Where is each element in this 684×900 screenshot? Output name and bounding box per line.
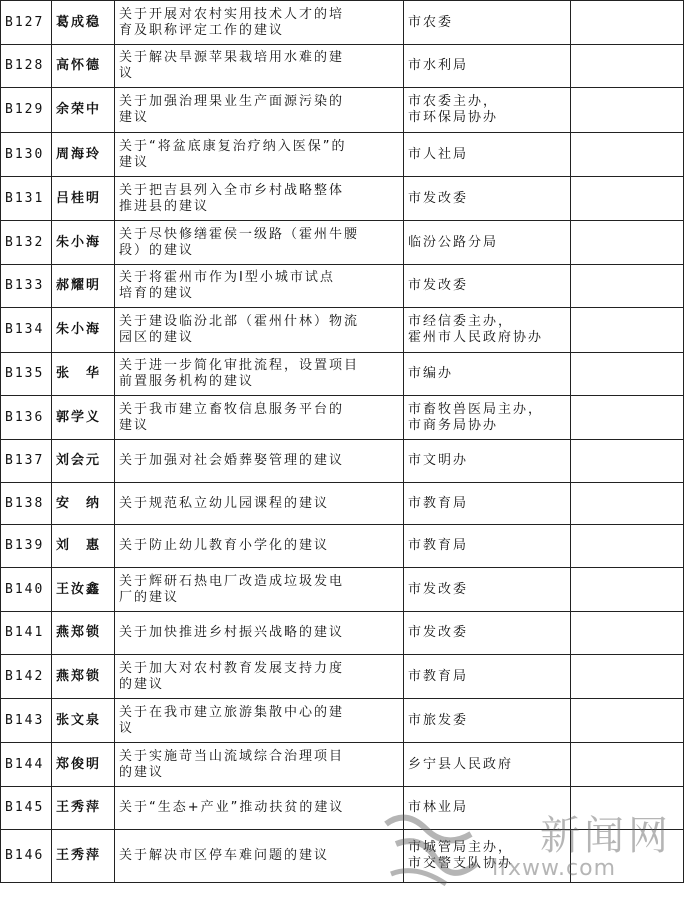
- remarks-cell: [571, 655, 684, 699]
- department-line: 临汾公路分局: [408, 234, 499, 250]
- table-row: [1, 221, 684, 265]
- proposal-title-line: 建议: [119, 417, 150, 433]
- proposal-number: B144: [1, 743, 52, 787]
- remarks-cell: [571, 221, 684, 265]
- proposal-title: [115, 568, 404, 612]
- handling-department: [404, 483, 571, 525]
- proposer-name: 郑俊明: [52, 743, 115, 787]
- proposal-title-line: 关于防止幼儿教育小学化的建议: [119, 538, 330, 553]
- remarks-cell: [571, 483, 684, 525]
- proposal-title: [115, 177, 404, 221]
- proposal-number: B141: [1, 612, 52, 655]
- remarks-cell: [571, 612, 684, 655]
- proposal-number: B133: [1, 265, 52, 308]
- proposal-title: [115, 45, 404, 88]
- handling-department: [404, 568, 571, 612]
- handling-department: [404, 1, 571, 45]
- proposal-title: [115, 308, 404, 353]
- proposal-title-line: 关于在我市建立旅游集散中心的建: [119, 704, 345, 720]
- handling-department: [404, 699, 571, 743]
- proposal-title: [115, 440, 404, 483]
- proposer-name: 张 华: [52, 353, 115, 396]
- table-row: [1, 787, 684, 830]
- remarks-cell: [571, 177, 684, 221]
- proposal-number: B130: [1, 133, 52, 177]
- proposer-name: 刘会元: [52, 440, 115, 483]
- remarks-cell: [571, 525, 684, 568]
- department-line: 市人社局: [408, 146, 469, 162]
- watermark-url: lfxww.com: [492, 856, 616, 881]
- department-line: 市发改委: [408, 278, 469, 293]
- proposal-number: B143: [1, 699, 52, 743]
- department-line: 市教育局: [408, 668, 469, 684]
- table-row: [1, 265, 684, 308]
- remarks-cell: [571, 568, 684, 612]
- proposal-number: B139: [1, 525, 52, 568]
- handling-department: [404, 830, 571, 883]
- department-line: 市编办: [408, 366, 454, 381]
- proposal-title: [115, 1, 404, 45]
- proposal-title-line: 关于加大对农村教育发展支持力度: [119, 660, 345, 676]
- proposer-name: 王汝鑫: [52, 568, 115, 612]
- department-line: 市商务局协办: [408, 417, 499, 433]
- handling-department: [404, 787, 571, 830]
- proposal-title-line: 关于把吉县列入全市乡村战略整体: [119, 182, 345, 198]
- proposal-title: [115, 743, 404, 787]
- handling-department: [404, 612, 571, 655]
- proposal-title-line: 关于开展对农村实用技术人才的培: [119, 6, 345, 22]
- handling-department: [404, 133, 571, 177]
- proposal-title-line: 的建议: [119, 676, 165, 692]
- proposal-title-line: 园区的建议: [119, 330, 195, 345]
- table-row: [1, 440, 684, 483]
- proposal-title-line: 的建议: [119, 764, 165, 780]
- proposal-number: B127: [1, 1, 52, 45]
- proposal-title-line: 关于辉研石热电厂改造成垃圾发电: [119, 573, 345, 589]
- remarks-cell: [571, 133, 684, 177]
- department-line: 霍州市人民政府协办: [408, 330, 544, 345]
- proposal-title: [115, 396, 404, 440]
- handling-department: [404, 45, 571, 88]
- department-line: 市农委: [408, 14, 454, 30]
- department-line: 市发改委: [408, 581, 469, 597]
- department-line: 市农委主办，: [408, 94, 499, 109]
- proposal-title: [115, 525, 404, 568]
- proposal-number: B131: [1, 177, 52, 221]
- proposal-title: [115, 699, 404, 743]
- proposal-title: [115, 221, 404, 265]
- table-row: [1, 88, 684, 133]
- proposer-name: 葛成稳: [52, 1, 115, 45]
- table-row: [1, 308, 684, 353]
- department-line: 市发改委: [408, 625, 469, 640]
- proposal-title-line: 关于实施苛当山流域综合治理项目: [119, 748, 345, 764]
- department-line: 市文明办: [408, 453, 469, 468]
- remarks-cell: [571, 308, 684, 353]
- handling-department: [404, 221, 571, 265]
- proposal-title-line: 议: [119, 720, 135, 736]
- proposal-number: B128: [1, 45, 52, 88]
- proposal-title-line: 关于加强治理果业生产面源污染的: [119, 94, 345, 109]
- proposer-name: 余荣中: [52, 88, 115, 133]
- proposer-name: 朱小海: [52, 308, 115, 353]
- table-row: [1, 568, 684, 612]
- department-line: 市教育局: [408, 495, 469, 511]
- proposer-name: 王秀萍: [52, 830, 115, 883]
- proposal-title-line: 建议: [119, 154, 150, 170]
- proposal-number: B132: [1, 221, 52, 265]
- remarks-cell: [571, 265, 684, 308]
- table-row: [1, 133, 684, 177]
- department-line: 市经信委主办，: [408, 314, 514, 329]
- proposal-title: [115, 353, 404, 396]
- handling-department: [404, 655, 571, 699]
- proposal-number: B146: [1, 830, 52, 883]
- department-line: 市教育局: [408, 538, 469, 553]
- table-row: [1, 353, 684, 396]
- proposal-title: [115, 133, 404, 177]
- remarks-cell: [571, 743, 684, 787]
- department-line: 市水利局: [408, 58, 469, 73]
- proposal-title: [115, 612, 404, 655]
- proposal-title-line: 关于加快推进乡村振兴战略的建议: [119, 625, 345, 640]
- remarks-cell: [571, 787, 684, 830]
- proposal-number: B145: [1, 787, 52, 830]
- proposal-title-line: 关于建设临汾北部（霍州什林）物流: [119, 314, 360, 329]
- proposal-title: [115, 88, 404, 133]
- proposal-title-line: 关于解决市区停车难问题的建议: [119, 848, 330, 863]
- proposal-title-line: 关于“生态+产业”推动扶贫的建议: [119, 800, 345, 815]
- department-line: 市旅发委: [408, 712, 469, 728]
- proposer-name: 周海玲: [52, 133, 115, 177]
- table-row: [1, 177, 684, 221]
- table-row: [1, 612, 684, 655]
- table-row: [1, 743, 684, 787]
- department-line: 市畜牧兽医局主办，: [408, 401, 544, 417]
- department-line: 市交警支队协办: [408, 856, 514, 871]
- proposal-number: B129: [1, 88, 52, 133]
- handling-department: [404, 525, 571, 568]
- department-line: 市城管局主办，: [408, 840, 514, 855]
- remarks-cell: [571, 440, 684, 483]
- table-row: [1, 699, 684, 743]
- proposal-title-line: 关于我市建立畜牧信息服务平台的: [119, 401, 345, 417]
- proposal-title: [115, 655, 404, 699]
- handling-department: [404, 177, 571, 221]
- table-row: [1, 525, 684, 568]
- department-line: 市环保局协办: [408, 110, 499, 125]
- proposal-title-line: 关于进一步简化审批流程，设置项目: [119, 358, 360, 373]
- remarks-cell: [571, 353, 684, 396]
- proposal-title-line: 厂的建议: [119, 589, 180, 605]
- proposal-title-line: 关于解决旱源苹果栽培用水难的建: [119, 50, 345, 65]
- proposal-number: B138: [1, 483, 52, 525]
- proposer-name: 燕郑锁: [52, 612, 115, 655]
- handling-department: [404, 353, 571, 396]
- handling-department: [404, 308, 571, 353]
- proposal-title-line: 关于加强对社会婚葬娶管理的建议: [119, 453, 345, 468]
- proposal-number: B136: [1, 396, 52, 440]
- proposal-title-line: 培育的建议: [119, 286, 195, 301]
- table-row: [1, 45, 684, 88]
- proposal-title-line: 建议: [119, 110, 150, 125]
- proposer-name: 朱小海: [52, 221, 115, 265]
- proposal-number: B142: [1, 655, 52, 699]
- proposal-title-line: 前置服务机构的建议: [119, 374, 255, 389]
- table-row: [1, 830, 684, 883]
- proposer-name: 张文泉: [52, 699, 115, 743]
- proposal-title-line: 议: [119, 66, 135, 81]
- handling-department: [404, 88, 571, 133]
- proposer-name: 燕郑锁: [52, 655, 115, 699]
- handling-department: [404, 743, 571, 787]
- remarks-cell: [571, 45, 684, 88]
- proposal-title-line: 段）的建议: [119, 242, 195, 258]
- proposer-name: 吕桂明: [52, 177, 115, 221]
- proposal-title-line: 关于将霍州市作为Ⅰ型小城市试点: [119, 270, 335, 285]
- handling-department: [404, 265, 571, 308]
- remarks-cell: [571, 88, 684, 133]
- proposal-title-line: 关于规范私立幼儿园课程的建议: [119, 495, 330, 511]
- watermark-text: 新闻网: [540, 813, 672, 859]
- proposer-name: 刘 惠: [52, 525, 115, 568]
- proposal-title-line: 关于“将盆底康复治疗纳入医保”的: [119, 138, 347, 154]
- proposal-number: B137: [1, 440, 52, 483]
- proposer-name: 王秀萍: [52, 787, 115, 830]
- proposal-number: B140: [1, 568, 52, 612]
- proposal-title: [115, 787, 404, 830]
- department-line: 乡宁县人民政府: [408, 756, 514, 772]
- proposal-title: [115, 483, 404, 525]
- remarks-cell: [571, 396, 684, 440]
- proposal-title: [115, 830, 404, 883]
- remarks-cell: [571, 699, 684, 743]
- handling-department: [404, 440, 571, 483]
- table-row: [1, 655, 684, 699]
- table-row: [1, 396, 684, 440]
- proposal-title-line: 育及职称评定工作的建议: [119, 22, 285, 38]
- department-line: 市发改委: [408, 190, 469, 206]
- proposal-number: B134: [1, 308, 52, 353]
- remarks-cell: [571, 1, 684, 45]
- proposer-name: 安 纳: [52, 483, 115, 525]
- remarks-cell: [571, 830, 684, 883]
- proposal-title-line: 推进县的建议: [119, 198, 210, 214]
- table-row: [1, 1, 684, 45]
- proposal-number: B135: [1, 353, 52, 396]
- handling-department: [404, 396, 571, 440]
- table-row: [1, 483, 684, 525]
- proposer-name: 郭学义: [52, 396, 115, 440]
- proposer-name: 高怀德: [52, 45, 115, 88]
- proposer-name: 郝耀明: [52, 265, 115, 308]
- department-line: 市林业局: [408, 800, 469, 815]
- proposal-title-line: 关于尽快修缮霍侯一级路（霍州牛腰: [119, 226, 360, 242]
- proposal-title: [115, 265, 404, 308]
